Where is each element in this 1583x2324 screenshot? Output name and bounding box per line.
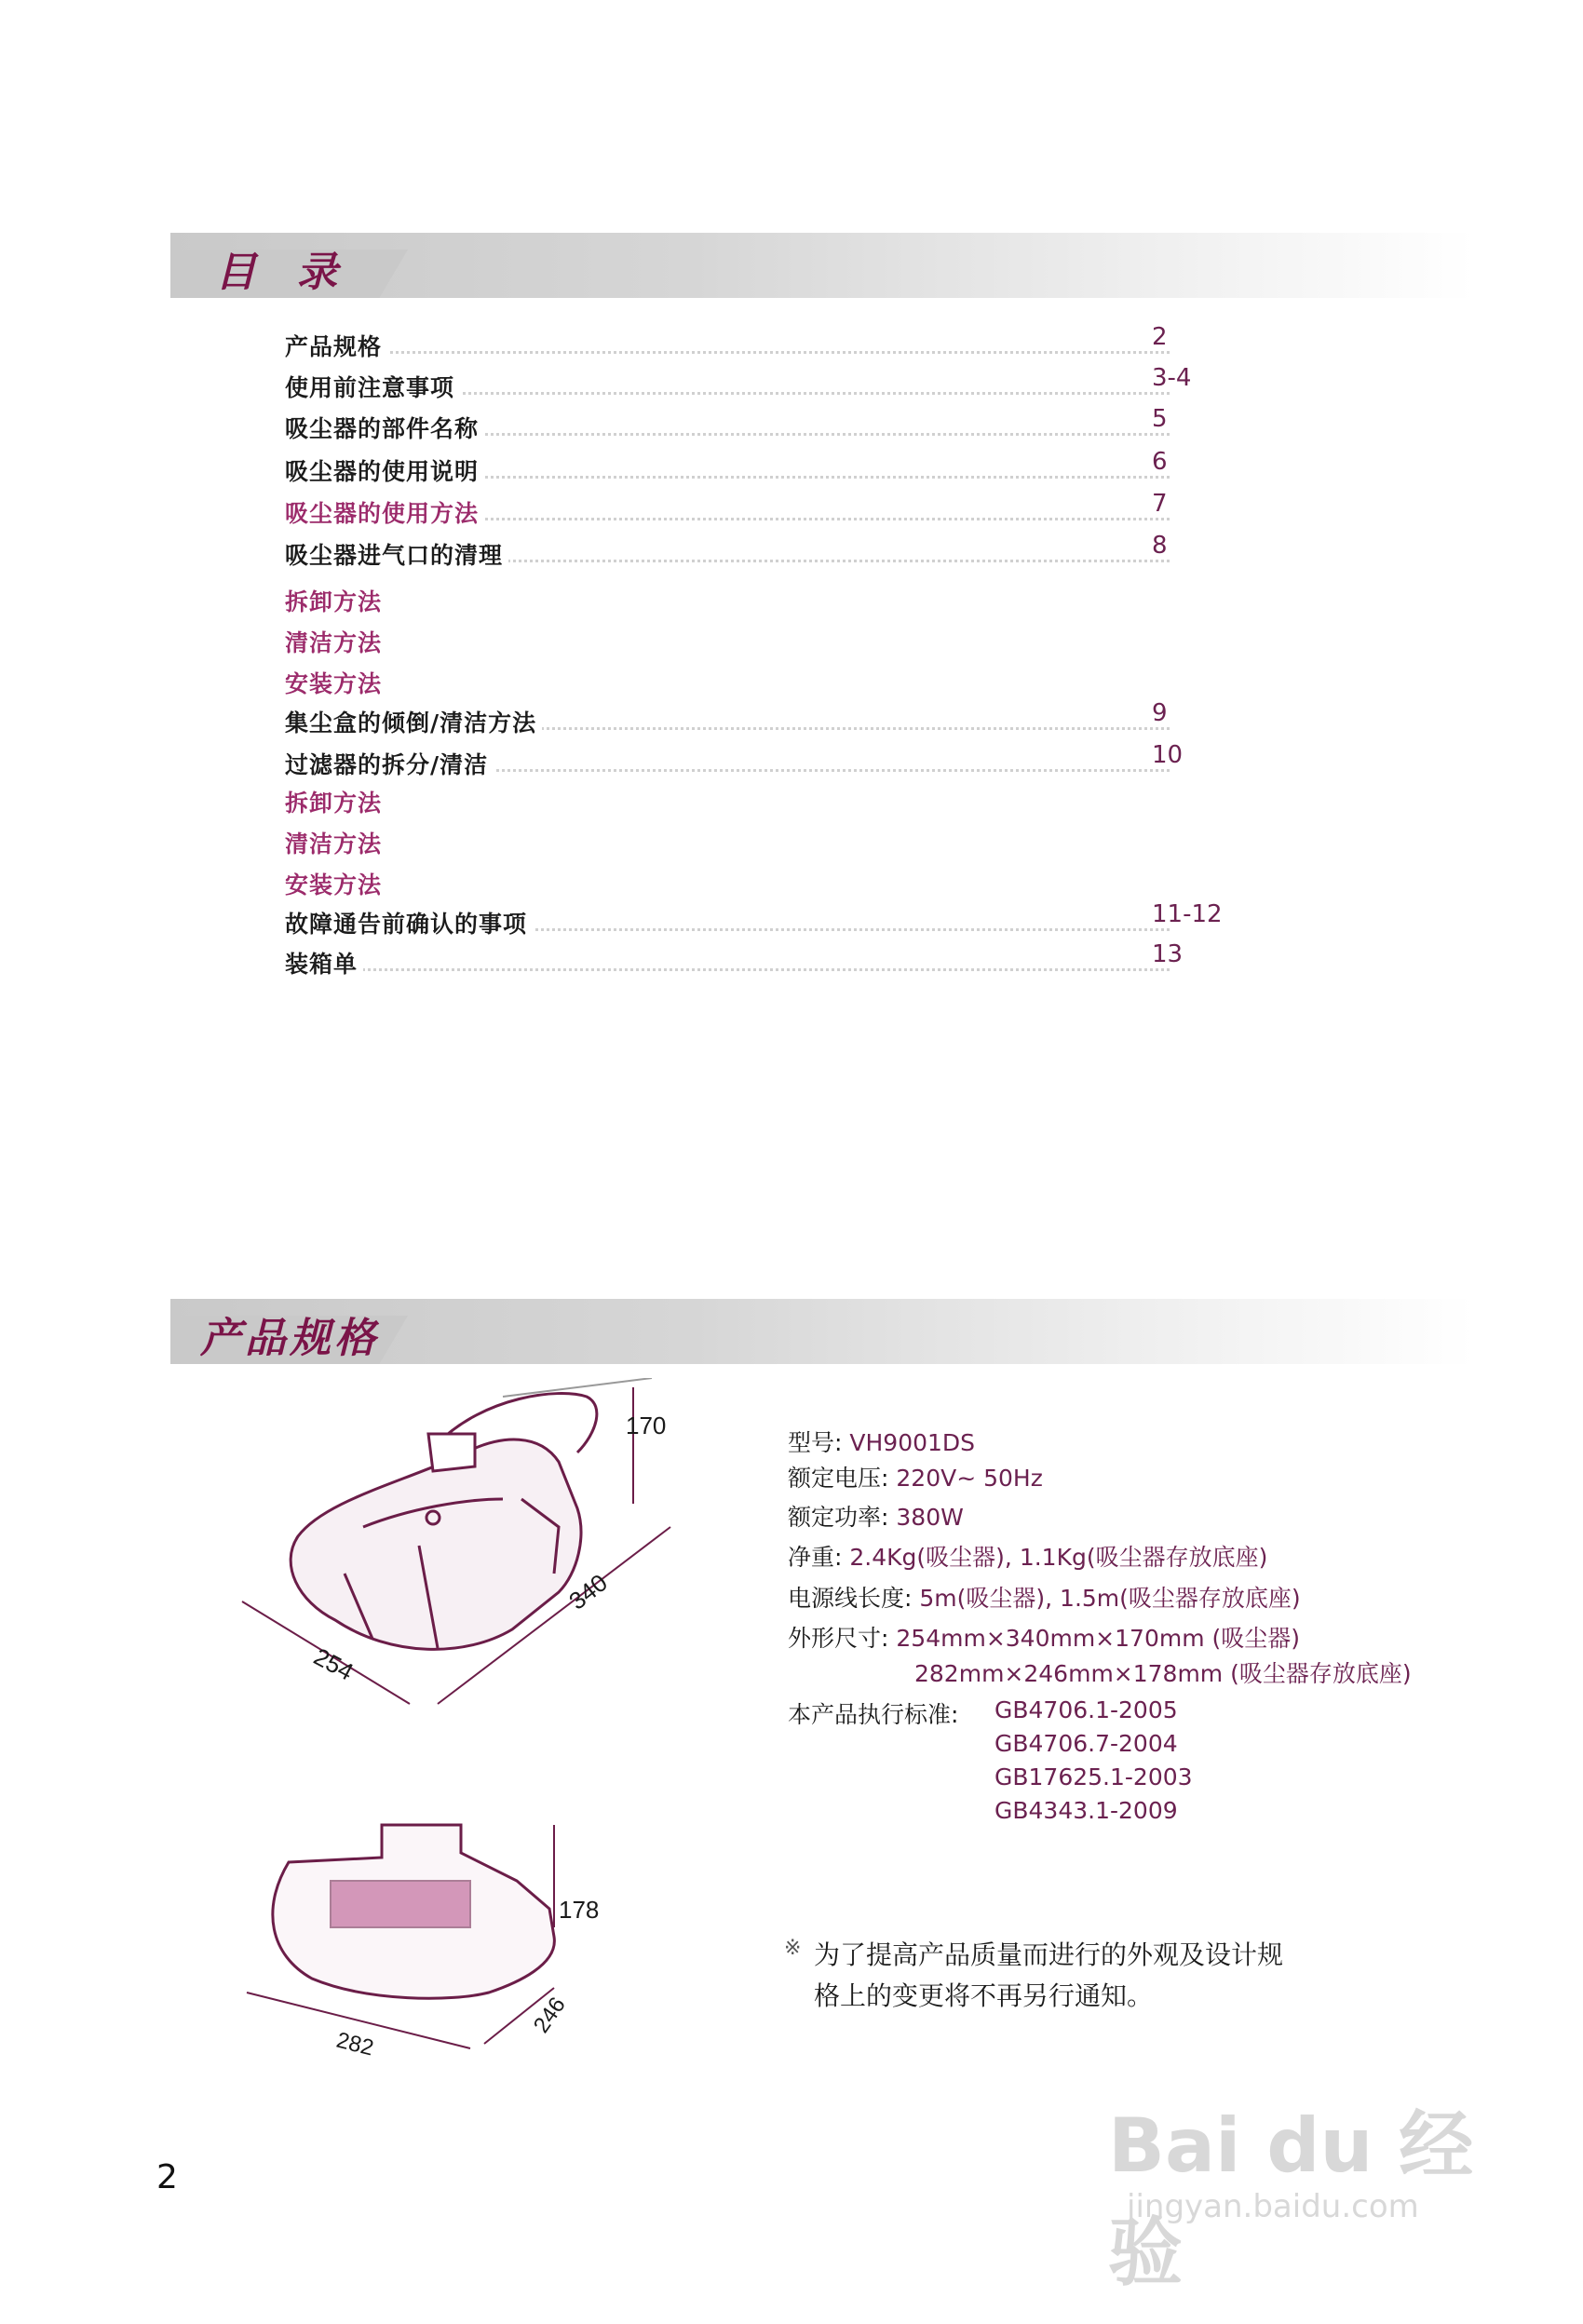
spec-cord-label: 电源线长度: — [788, 1585, 913, 1612]
toc-entry[interactable] — [285, 323, 1170, 366]
spec-model — [788, 1425, 975, 1458]
spec-power-label: 额定功率: — [788, 1504, 889, 1531]
toc-header-band — [170, 233, 1474, 298]
toc-entry[interactable] — [285, 741, 1184, 784]
spec-standard — [788, 1696, 958, 1730]
watermark-brand: Bai du 经验 — [1108, 2102, 1474, 2296]
toc-entry[interactable] — [285, 364, 1192, 407]
spec-model-label: 型号: — [788, 1429, 843, 1456]
spec-model-value: VH9001DS — [849, 1429, 976, 1456]
spec-title: 产品规格 — [200, 1315, 379, 1362]
watermark — [1108, 2048, 1499, 2296]
toc-entry-label: 过滤器的拆分/清洁 — [285, 747, 494, 780]
toc-entry-page: 7 — [1146, 490, 1168, 518]
spec-standard-item: GB17625.1-2003 — [994, 1763, 1193, 1790]
toc-entry-page: 5 — [1146, 405, 1168, 433]
spec-weight-value: 2.4Kg(吸尘器), 1.1Kg(吸尘器存放底座) — [849, 1544, 1268, 1571]
toc-title: 目 录 — [215, 249, 351, 296]
vacuum-diagram — [223, 1378, 745, 1788]
spec-standard-item: GB4706.7-2004 — [994, 1730, 1178, 1757]
toc-subitem[interactable]: 拆卸方法 — [285, 790, 383, 817]
toc-entry-page: 10 — [1146, 741, 1183, 769]
toc-entry-label: 故障通告前确认的事项 — [285, 906, 533, 939]
dim-vac-height: 170 — [626, 1412, 667, 1439]
spec-voltage — [788, 1460, 1043, 1493]
dim-base-depth: 246 — [528, 1993, 571, 2038]
toc-entry[interactable] — [285, 532, 1170, 574]
toc-subitem[interactable]: 清洁方法 — [285, 831, 383, 858]
spec-standard-item: GB4706.1-2005 — [994, 1696, 1178, 1723]
toc-entry[interactable] — [285, 405, 1170, 448]
spec-weight — [788, 1539, 1267, 1573]
spec-size-value-2: 282mm×246mm×178mm (吸尘器存放底座) — [914, 1660, 1412, 1687]
spec-standard-item: GB4343.1-2009 — [994, 1797, 1178, 1824]
toc-entry-page: 8 — [1146, 532, 1168, 560]
base-diagram — [237, 1806, 703, 2076]
toc-leader — [285, 968, 1170, 971]
spec-voltage-label: 额定电压: — [788, 1465, 889, 1492]
toc-entry-label: 集尘盒的倾倒/清洁方法 — [285, 705, 542, 738]
toc-entry[interactable] — [285, 900, 1223, 943]
toc-entry[interactable] — [285, 490, 1170, 533]
note-text: 为了提高产品质量而进行的外观及设计规格上的变更将不再另行通知。 — [814, 1939, 1284, 2011]
toc-subitem[interactable]: 清洁方法 — [285, 629, 383, 656]
dim-vac-width: 254 — [309, 1642, 359, 1686]
spec-standard-label: 本产品执行标准: — [788, 1701, 959, 1728]
toc-leader — [285, 351, 1170, 354]
toc-entry[interactable] — [285, 448, 1170, 491]
toc-entry-label: 产品规格 — [285, 329, 387, 362]
toc-subitem[interactable]: 安装方法 — [285, 670, 383, 697]
spec-weight-label: 净重: — [788, 1544, 843, 1571]
toc-entry-label: 吸尘器的部件名称 — [285, 411, 484, 444]
base-grill-shape — [331, 1881, 470, 1927]
toc-entry-label: 吸尘器的使用方法 — [285, 495, 484, 529]
toc-entry-page: 6 — [1146, 448, 1168, 476]
spec-cord-value: 5m(吸尘器), 1.5m(吸尘器存放底座) — [919, 1585, 1301, 1612]
spec-power — [788, 1499, 964, 1533]
toc-entry-page: 3-4 — [1146, 364, 1191, 392]
dim-base-width: 282 — [333, 2027, 376, 2061]
dim-base-height: 178 — [559, 1896, 600, 1924]
spec-voltage-value: 220V~ 50Hz — [896, 1465, 1043, 1492]
toc-subitem[interactable]: 拆卸方法 — [285, 588, 383, 615]
spec-power-value: 380W — [896, 1504, 964, 1531]
spec-size — [788, 1620, 1300, 1654]
toc-subitem[interactable]: 安装方法 — [285, 872, 383, 899]
spec-size-label: 外形尺寸: — [788, 1625, 889, 1652]
page-number: 2 — [156, 2158, 178, 2196]
toc-entry-page: 11-12 — [1146, 900, 1223, 928]
spec-header-band — [170, 1299, 1474, 1364]
dim-vac-length: 340 — [563, 1568, 613, 1615]
spec-cord — [788, 1580, 1301, 1614]
toc-entry[interactable] — [285, 940, 1184, 983]
toc-entry-label: 装箱单 — [285, 946, 363, 980]
toc-entry-page: 2 — [1146, 323, 1168, 351]
toc-entry-label: 吸尘器进气口的清理 — [285, 537, 508, 571]
toc-entry-label: 吸尘器的使用说明 — [285, 453, 484, 487]
toc-entry[interactable] — [285, 699, 1170, 742]
toc-entry-page: 9 — [1146, 699, 1168, 727]
toc-entry-label: 使用前注意事项 — [285, 370, 460, 403]
toc-entry-page: 13 — [1146, 940, 1183, 968]
vacuum-grip-shape — [428, 1434, 475, 1471]
watermark-url: jingyan.baidu.com — [1127, 2188, 1419, 2225]
spec-size-value-1: 254mm×340mm×170mm (吸尘器) — [896, 1625, 1301, 1652]
note-mark: ※ — [784, 1937, 802, 1960]
